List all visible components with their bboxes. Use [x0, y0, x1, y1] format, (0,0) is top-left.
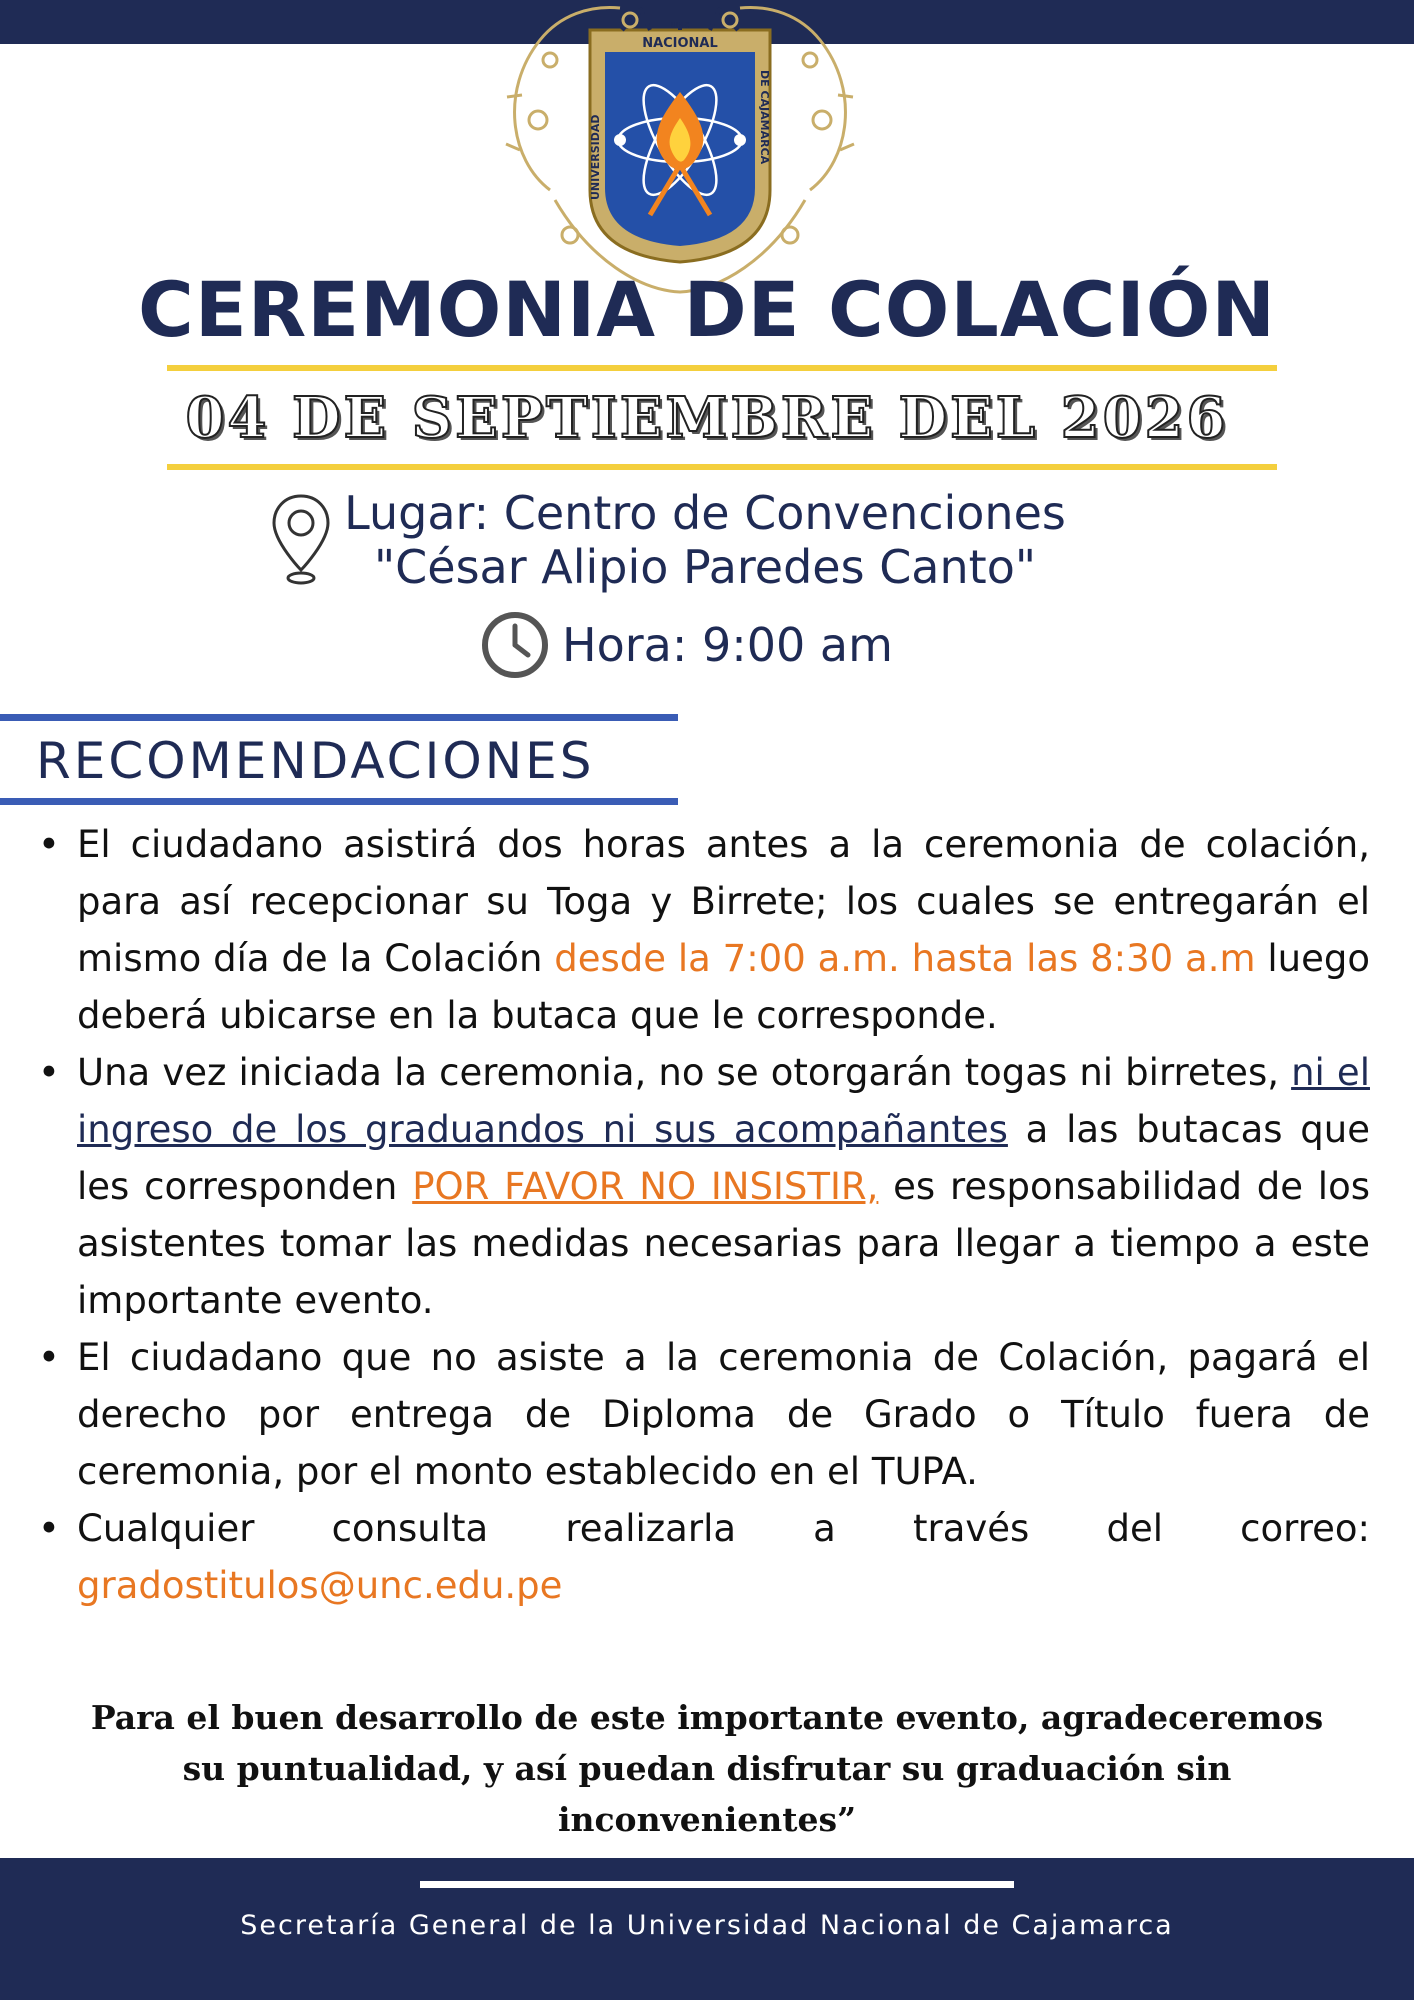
svg-text:UNIVERSIDAD: UNIVERSIDAD	[589, 114, 602, 200]
bullet: •	[38, 823, 60, 866]
footer-divider	[420, 1881, 1014, 1888]
event-date: 04 DE SEPTIEMBRE DEL 2026	[185, 385, 1229, 451]
pickup-hours: desde la 7:00 a.m. hasta las 8:30 a.m	[554, 937, 1256, 980]
list-item	[38, 1044, 1370, 1329]
bullet: •	[38, 1507, 60, 1550]
event-time: Hora: 9:00 am	[562, 618, 893, 672]
svg-text:UNC: UNC	[670, 21, 690, 30]
warning-notice: POR FAVOR NO INSISTIR,	[412, 1165, 879, 1208]
gold-divider-top	[167, 365, 1277, 371]
bullet: •	[38, 1336, 60, 1379]
item-text: es responsabilidad de los asistentes tomar las medidas necesarias para llegar a tiempo a este importante evento.	[77, 1165, 1371, 1322]
bullet: •	[38, 1051, 60, 1094]
svg-text:DE CAJAMARCA: DE CAJAMARCA	[758, 70, 771, 165]
location-line-2: "César Alipio Paredes Canto"	[374, 540, 1036, 594]
gold-divider-bottom	[167, 464, 1277, 470]
item-text: El ciudadano asistirá dos horas antes a la ceremonia de colación, para así recepcionar su Toga y Birrete; los cuales se entregarán el mismo día de la Colación	[77, 823, 1370, 980]
no-entry-notice: ni el ingreso de los graduandos ni sus acompañantes	[77, 1051, 1370, 1151]
location-pin-icon	[266, 490, 336, 590]
list-item	[38, 1500, 1370, 1614]
svg-text:NACIONAL: NACIONAL	[642, 36, 718, 51]
location-line-1: Lugar: Centro de Convenciones	[344, 486, 1066, 540]
contact-email-link[interactable]: gradostitulos@unc.edu.pe	[77, 1564, 563, 1607]
recommendations-list	[38, 816, 1370, 1614]
page-title: CEREMONIA DE COLACIÓN	[138, 265, 1276, 354]
section-rule-bottom	[0, 798, 678, 805]
item-text: Cualquier consulta realizarla a través del correo:	[77, 1507, 1370, 1550]
item-text: Una vez iniciada la ceremonia, no se otorgarán togas ni birretes,	[77, 1051, 1292, 1094]
section-title: RECOMENDACIONES	[36, 732, 595, 790]
footer	[0, 1858, 1414, 2000]
section-rule-top	[0, 714, 678, 721]
clock-icon	[480, 610, 550, 680]
list-item	[38, 1329, 1370, 1500]
item-text: a las butacas que les corresponden	[77, 1108, 1370, 1208]
event-location	[330, 486, 1080, 594]
footer-text: Secretaría General de la Universidad Nacional de Cajamarca	[240, 1910, 1174, 1941]
item-text: luego deberá ubicarse en la butaca que le corresponde.	[77, 937, 1370, 1037]
closing-message: Para el buen desarrollo de este importante evento, agradeceremos su puntualidad, y así puedan disfrutar su graduación sin inconvenientes”	[90, 1698, 1324, 1839]
list-item	[38, 816, 1370, 1044]
university-emblem	[480, 0, 880, 310]
item-text: El ciudadano que no asiste a la ceremonia de Colación, pagará el derecho por entrega de Diploma de Grado o Título fuera de ceremonia, por el monto establecido en el TUPA.	[77, 1336, 1370, 1493]
